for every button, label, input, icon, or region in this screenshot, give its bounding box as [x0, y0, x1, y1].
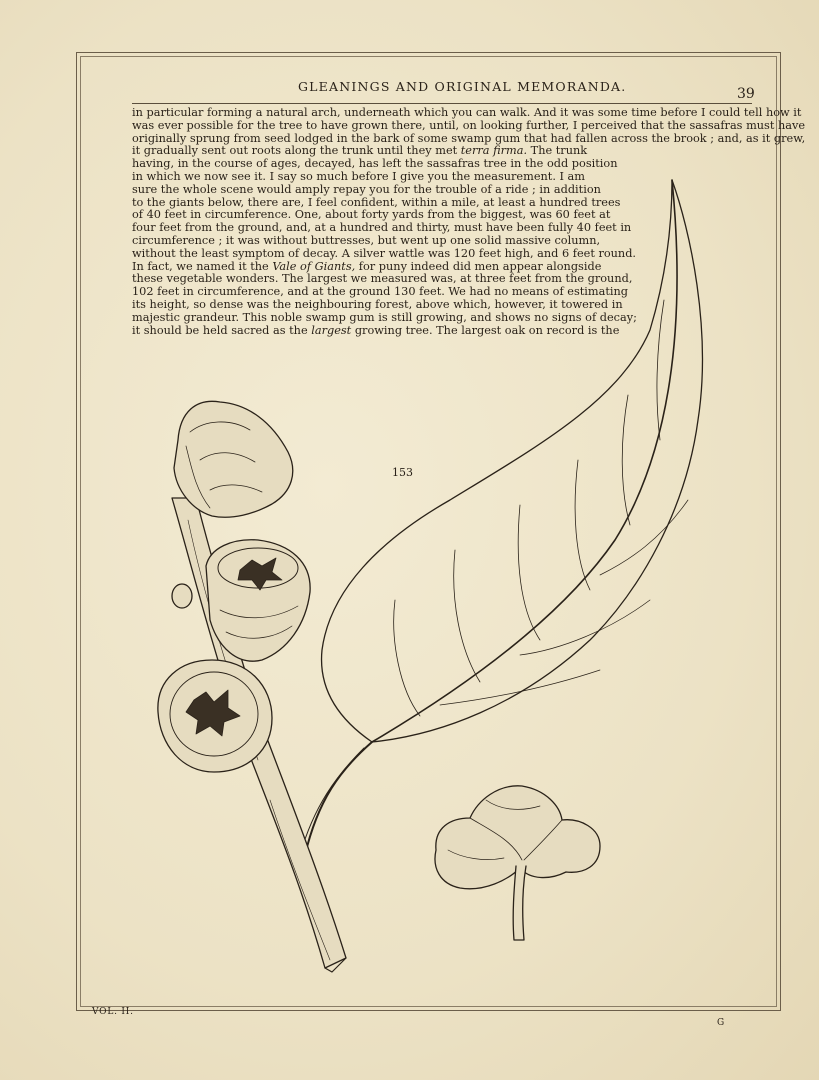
text-segment: was ever possible for the tree to have grown there, until, on looking further, I perceived that the sassafras must have: [132, 118, 806, 132]
eucalyptus-branch-illustration: [150, 170, 710, 980]
text-segment: in particular forming a natural arch, underneath which you can walk. And it was some time before I could tell how it: [132, 106, 802, 119]
text-segment: In fact, we named it the: [132, 259, 273, 273]
cluster-stem: [513, 866, 526, 940]
text-segment: its height, so dense was the neighbouring forest, above which, however, it towered in: [132, 297, 623, 311]
text-segment: 102 feet in circumference, and at the ground 130 feet. We had no means of estimating: [132, 285, 628, 299]
text-segment: The trunk: [527, 144, 588, 158]
italic-text: Vale of Giants,: [272, 259, 356, 273]
italic-text: largest: [311, 323, 352, 337]
footer-volume: VOL. II.: [92, 1007, 134, 1017]
text-segment: majestic grandeur. This noble swamp gum is still growing, and shows no signs of decay;: [132, 310, 637, 324]
leaf-petiole: [305, 742, 372, 855]
page-number: 39: [737, 86, 755, 102]
text-segment: growing tree. The largest oak on record is the: [351, 323, 620, 337]
running-head: GLEANINGS AND ORIGINAL MEMORANDA.: [298, 79, 627, 94]
text-segment: in which we now see it. I say so much before I give you the measurement. I am: [132, 169, 586, 183]
small-bud: [172, 584, 192, 608]
leaf-midrib: [372, 180, 677, 742]
footer-signature: G: [717, 1018, 725, 1028]
capsule-middle: [206, 540, 310, 661]
text-segment: for puny indeed did men appear alongside: [355, 259, 602, 273]
text-segment: it gradually sent out roots along the trunk until they met: [132, 144, 461, 158]
text-segment: without the least symptom of decay. A silver wattle was 120 feet high, and 6 feet round.: [132, 246, 637, 260]
text-segment: sure the whole scene would amply repay you for the trouble of a ride ; in addition: [132, 182, 601, 196]
text-segment: having, in the course of ages, decayed, has left the sassafras tree in the odd position: [132, 157, 618, 171]
text-segment: these vegetable wonders. The largest we measured was, at three feet from the ground,: [132, 272, 633, 286]
text-segment: of 40 feet in circumference. One, about forty yards from the biggest, was 60 feet at: [132, 208, 611, 222]
capsule-top: [174, 401, 293, 517]
text-segment: it should be held sacred as the: [132, 323, 312, 337]
text-segment: circumference ; it was without buttresses, but went up one solid massive column,: [132, 233, 601, 247]
header-rule: [132, 103, 752, 104]
text-segment: four feet from the ground, and, at a hundred and thirty, must have been fully 40 feet in: [132, 221, 632, 235]
text-segment: to the giants below, there are, I feel confident, within a mile, at least a hundred trees: [132, 195, 621, 209]
text-segment: originally sprung from seed lodged in the bark of some swamp gum that had fallen across the brook ; and, as it grew,: [132, 131, 806, 145]
plate-number: 153: [392, 466, 413, 479]
leaf-outline: [322, 180, 703, 742]
italic-text: terra firma.: [460, 144, 528, 158]
